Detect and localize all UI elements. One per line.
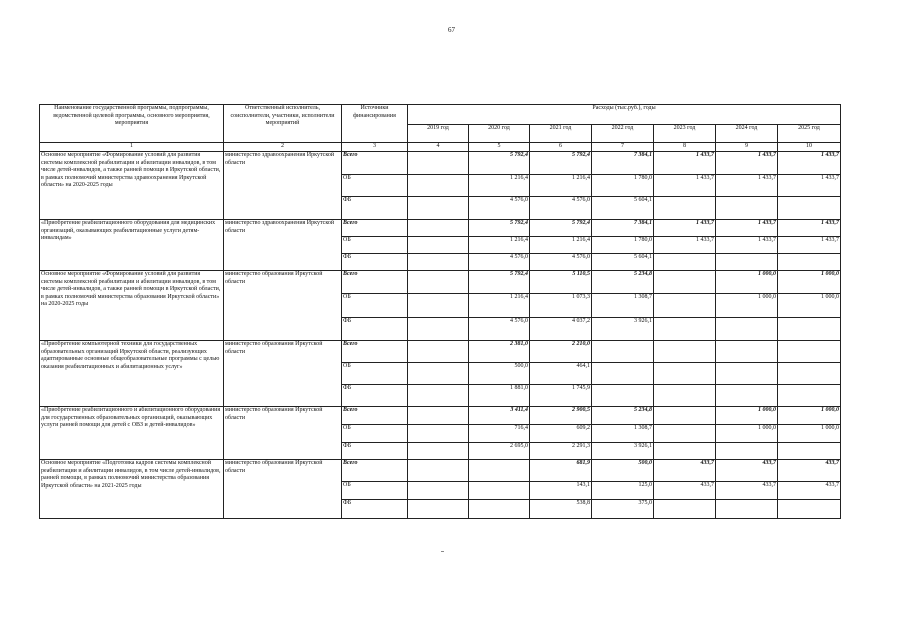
measure-name: «Приобретение реабилитационного и абилитационного оборудования для государственных образовательных организаций, оказывающих услуги ранней помощи для детей с ОВЗ и детей-инвалидов» <box>40 407 224 460</box>
expense-value: 4 037,2 <box>530 318 592 341</box>
expense-value <box>654 425 716 443</box>
expense-value: 125,0 <box>592 482 654 500</box>
expense-value <box>778 385 841 407</box>
expense-value <box>469 482 530 500</box>
expense-value <box>778 500 841 519</box>
expense-value <box>592 385 654 407</box>
expense-value: 4 576,0 <box>530 197 592 220</box>
expense-value <box>716 363 778 385</box>
expense-value: 1 000,0 <box>778 407 841 425</box>
expense-value <box>654 341 716 363</box>
index-cell: 9 <box>716 143 778 152</box>
expense-value: 1 881,0 <box>469 385 530 407</box>
table-row <box>40 460 841 482</box>
expense-value: 1 000,0 <box>778 425 841 443</box>
expense-value <box>716 443 778 460</box>
expense-value: 4 576,0 <box>469 318 530 341</box>
expense-value <box>408 385 469 407</box>
expense-value <box>469 460 530 482</box>
expense-value: 464,1 <box>530 363 592 385</box>
expense-value: 681,9 <box>530 460 592 482</box>
expense-value: 1 780,0 <box>592 237 654 254</box>
expense-value: 1 216,4 <box>530 237 592 254</box>
expense-value <box>654 407 716 425</box>
measure-name: Основное мероприятие «Подготовка кадров системы комплексной реабилитации и абилитации инвалидов, в том числе детей-инвалидов, ранней помощи, в рамках полномочий министерства образования Иркутской области» на 2021-2025 годы <box>40 460 224 519</box>
expense-value <box>654 271 716 294</box>
expense-value <box>408 407 469 425</box>
funding-source: ОБ <box>342 482 408 500</box>
responsible-executor: министерство образования Иркутской области <box>224 460 342 519</box>
expense-value <box>408 294 469 318</box>
scan-mark <box>441 551 444 552</box>
expense-value <box>654 254 716 271</box>
expense-value <box>408 318 469 341</box>
expense-value <box>778 363 841 385</box>
funding-source: ФБ <box>342 254 408 271</box>
expense-value: 2 291,3 <box>530 443 592 460</box>
funding-source: ОБ <box>342 175 408 197</box>
header-source: Источники финансирования <box>342 105 408 143</box>
page-number: 67 <box>448 26 455 34</box>
expense-value <box>408 271 469 294</box>
expense-value: 5 604,1 <box>592 197 654 220</box>
expense-value <box>716 341 778 363</box>
expense-value <box>716 500 778 519</box>
expense-value: 1 308,7 <box>592 294 654 318</box>
expense-value <box>778 254 841 271</box>
expense-value: 1 433,7 <box>716 175 778 197</box>
expense-value: 4 576,0 <box>530 254 592 271</box>
expense-value <box>592 341 654 363</box>
expense-value: 1 433,7 <box>654 220 716 237</box>
funding-source: ФБ <box>342 500 408 519</box>
budget-table <box>39 104 841 519</box>
table-row <box>40 220 841 237</box>
funding-source: ФБ <box>342 443 408 460</box>
responsible-executor: министерство образования Иркутской области <box>224 271 342 341</box>
year-2020: 2020 год <box>469 125 530 143</box>
index-cell: 3 <box>342 143 408 152</box>
expense-value <box>469 500 530 519</box>
expense-value <box>408 152 469 175</box>
expense-value: 7 384,1 <box>592 152 654 175</box>
header-name: Наименование государственной программы, подпрограммы, ведомственной целевой программы, основного мероприятия, мероприятия <box>40 105 224 143</box>
expense-value <box>778 318 841 341</box>
index-cell: 10 <box>778 143 841 152</box>
funding-source: Всего <box>342 341 408 363</box>
expense-value: 433,7 <box>654 460 716 482</box>
funding-source: ФБ <box>342 385 408 407</box>
expense-value: 433,7 <box>778 460 841 482</box>
header-row <box>40 105 841 125</box>
expense-value: 1 433,7 <box>654 175 716 197</box>
funding-source: ОБ <box>342 363 408 385</box>
expense-value <box>654 385 716 407</box>
funding-source: ОБ <box>342 425 408 443</box>
funding-source: Всего <box>342 407 408 425</box>
expense-value <box>654 363 716 385</box>
expense-value <box>408 425 469 443</box>
expense-value <box>716 254 778 271</box>
expense-value <box>654 197 716 220</box>
index-cell: 2 <box>224 143 342 152</box>
expense-value: 1 433,7 <box>778 175 841 197</box>
expense-value: 433,7 <box>778 482 841 500</box>
expense-value: 5 234,8 <box>592 407 654 425</box>
expense-value: 1 433,7 <box>716 152 778 175</box>
expense-value: 1 216,4 <box>469 237 530 254</box>
year-2022: 2022 год <box>592 125 654 143</box>
measure-name: Основное мероприятие «Формирование условий для развития системы комплексной реабилитации и абилитации инвалидов, в том числе детей-инвалидов, а также ранней помощи в Иркутской области, в рамках полномочий министерства здравоохранения Иркутской области» на 2020-2025 годы <box>40 152 224 220</box>
expense-value <box>654 500 716 519</box>
expense-value: 1 433,7 <box>778 220 841 237</box>
index-cell: 8 <box>654 143 716 152</box>
table-body <box>40 152 841 519</box>
table-row <box>40 271 841 294</box>
measure-name: «Приобретение реабилитационного оборудования для медицинских организаций, оказывающих реабилитационные услуги детям-инвалидам» <box>40 220 224 271</box>
expense-value: 1 433,7 <box>778 237 841 254</box>
expense-value: 1 433,7 <box>654 152 716 175</box>
expense-value: 1 000,0 <box>716 294 778 318</box>
expense-value <box>408 175 469 197</box>
expense-value: 433,7 <box>654 482 716 500</box>
expense-value: 1 433,7 <box>654 237 716 254</box>
expense-value: 7 384,1 <box>592 220 654 237</box>
expense-value: 375,0 <box>592 500 654 519</box>
table-row <box>40 407 841 425</box>
expense-value: 1 433,7 <box>716 237 778 254</box>
funding-source: ОБ <box>342 294 408 318</box>
expense-value: 1 308,7 <box>592 425 654 443</box>
year-2019: 2019 год <box>408 125 469 143</box>
expense-value: 2 210,0 <box>530 341 592 363</box>
expense-value: 5 792,4 <box>469 152 530 175</box>
responsible-executor: министерство здравоохранения Иркутской области <box>224 152 342 220</box>
expense-value <box>716 197 778 220</box>
index-cell: 1 <box>40 143 224 152</box>
expense-value: 500,0 <box>592 460 654 482</box>
year-2021: 2021 год <box>530 125 592 143</box>
expense-value: 1 000,0 <box>716 271 778 294</box>
funding-source: Всего <box>342 271 408 294</box>
funding-source: ОБ <box>342 237 408 254</box>
index-cell: 4 <box>408 143 469 152</box>
expense-value: 143,1 <box>530 482 592 500</box>
expense-value <box>408 341 469 363</box>
expense-value: 433,7 <box>716 460 778 482</box>
expense-value: 4 576,0 <box>469 197 530 220</box>
index-cell: 5 <box>469 143 530 152</box>
year-2024: 2024 год <box>716 125 778 143</box>
funding-source: Всего <box>342 152 408 175</box>
expense-value: 5 792,4 <box>530 220 592 237</box>
expense-value <box>408 460 469 482</box>
measure-name: «Приобретение компьютерной техники для государственных образовательных организаций Иркутской области, реализующих адаптированные основные общеобразовательные программы с целью оказания реабилитационных и абилитационных услуг» <box>40 341 224 407</box>
expense-value <box>778 197 841 220</box>
expense-value: 1 216,4 <box>530 175 592 197</box>
expense-value: 5 792,4 <box>469 220 530 237</box>
expense-value: 1 433,7 <box>778 152 841 175</box>
expense-value <box>654 294 716 318</box>
expense-value: 5 792,4 <box>530 152 592 175</box>
year-2023: 2023 год <box>654 125 716 143</box>
expense-value: 3 926,1 <box>592 318 654 341</box>
expense-value <box>408 197 469 220</box>
expense-value <box>408 254 469 271</box>
responsible-executor: министерство образования Иркутской области <box>224 407 342 460</box>
header-expenses: Расходы (тыс.руб.), годы <box>408 105 841 125</box>
expense-value: 1 433,7 <box>716 220 778 237</box>
expense-value: 1 216,4 <box>469 294 530 318</box>
expense-value <box>408 363 469 385</box>
expense-value: 433,7 <box>716 482 778 500</box>
expense-value <box>408 220 469 237</box>
expense-value: 1 073,3 <box>530 294 592 318</box>
funding-source: ФБ <box>342 318 408 341</box>
funding-source: Всего <box>342 460 408 482</box>
expense-value: 716,4 <box>469 425 530 443</box>
expense-value: 1 000,0 <box>716 407 778 425</box>
expense-value <box>408 443 469 460</box>
expense-value: 609,2 <box>530 425 592 443</box>
expense-value: 1 000,0 <box>716 425 778 443</box>
measure-name: Основное мероприятие «Формирование условий для развития системы комплексной реабилитации и абилитации инвалидов, в том числе детей-инвалидов, а также ранней помощи в Иркутской области, в рамках полномочий министерства образования Иркутской области» на 2020-2025 годы <box>40 271 224 341</box>
expense-value <box>408 237 469 254</box>
expense-value: 5 792,4 <box>469 271 530 294</box>
expense-value: 1 000,0 <box>778 294 841 318</box>
table-row <box>40 341 841 363</box>
expense-value: 500,0 <box>469 363 530 385</box>
expense-value <box>778 443 841 460</box>
expense-value: 1 000,0 <box>778 271 841 294</box>
responsible-executor: министерство образования Иркутской области <box>224 341 342 407</box>
expense-value <box>592 363 654 385</box>
expense-value: 5 110,5 <box>530 271 592 294</box>
table-row <box>40 152 841 175</box>
index-cell: 7 <box>592 143 654 152</box>
expense-value: 1 216,4 <box>469 175 530 197</box>
index-row <box>40 143 841 152</box>
expense-value <box>778 341 841 363</box>
expense-value <box>408 500 469 519</box>
expense-value: 5 234,8 <box>592 271 654 294</box>
expense-value: 2 381,0 <box>469 341 530 363</box>
funding-source: ФБ <box>342 197 408 220</box>
expense-value: 2 695,0 <box>469 443 530 460</box>
expense-value: 3 926,1 <box>592 443 654 460</box>
expense-value: 5 604,1 <box>592 254 654 271</box>
expense-value <box>716 385 778 407</box>
expense-value: 3 411,4 <box>469 407 530 425</box>
year-2025: 2025 год <box>778 125 841 143</box>
expense-value <box>408 482 469 500</box>
expense-value <box>716 318 778 341</box>
expense-value: 4 576,0 <box>469 254 530 271</box>
expense-value: 2 900,5 <box>530 407 592 425</box>
responsible-executor: министерство здравоохранения Иркутской области <box>224 220 342 271</box>
expense-value <box>654 318 716 341</box>
index-cell: 6 <box>530 143 592 152</box>
funding-source: Всего <box>342 220 408 237</box>
header-responsible: Ответственный исполнитель, соисполнители, участники, исполнители мероприятий <box>224 105 342 143</box>
expense-value: 1 780,0 <box>592 175 654 197</box>
expense-value: 1 745,9 <box>530 385 592 407</box>
expense-value: 538,8 <box>530 500 592 519</box>
expense-value <box>654 443 716 460</box>
